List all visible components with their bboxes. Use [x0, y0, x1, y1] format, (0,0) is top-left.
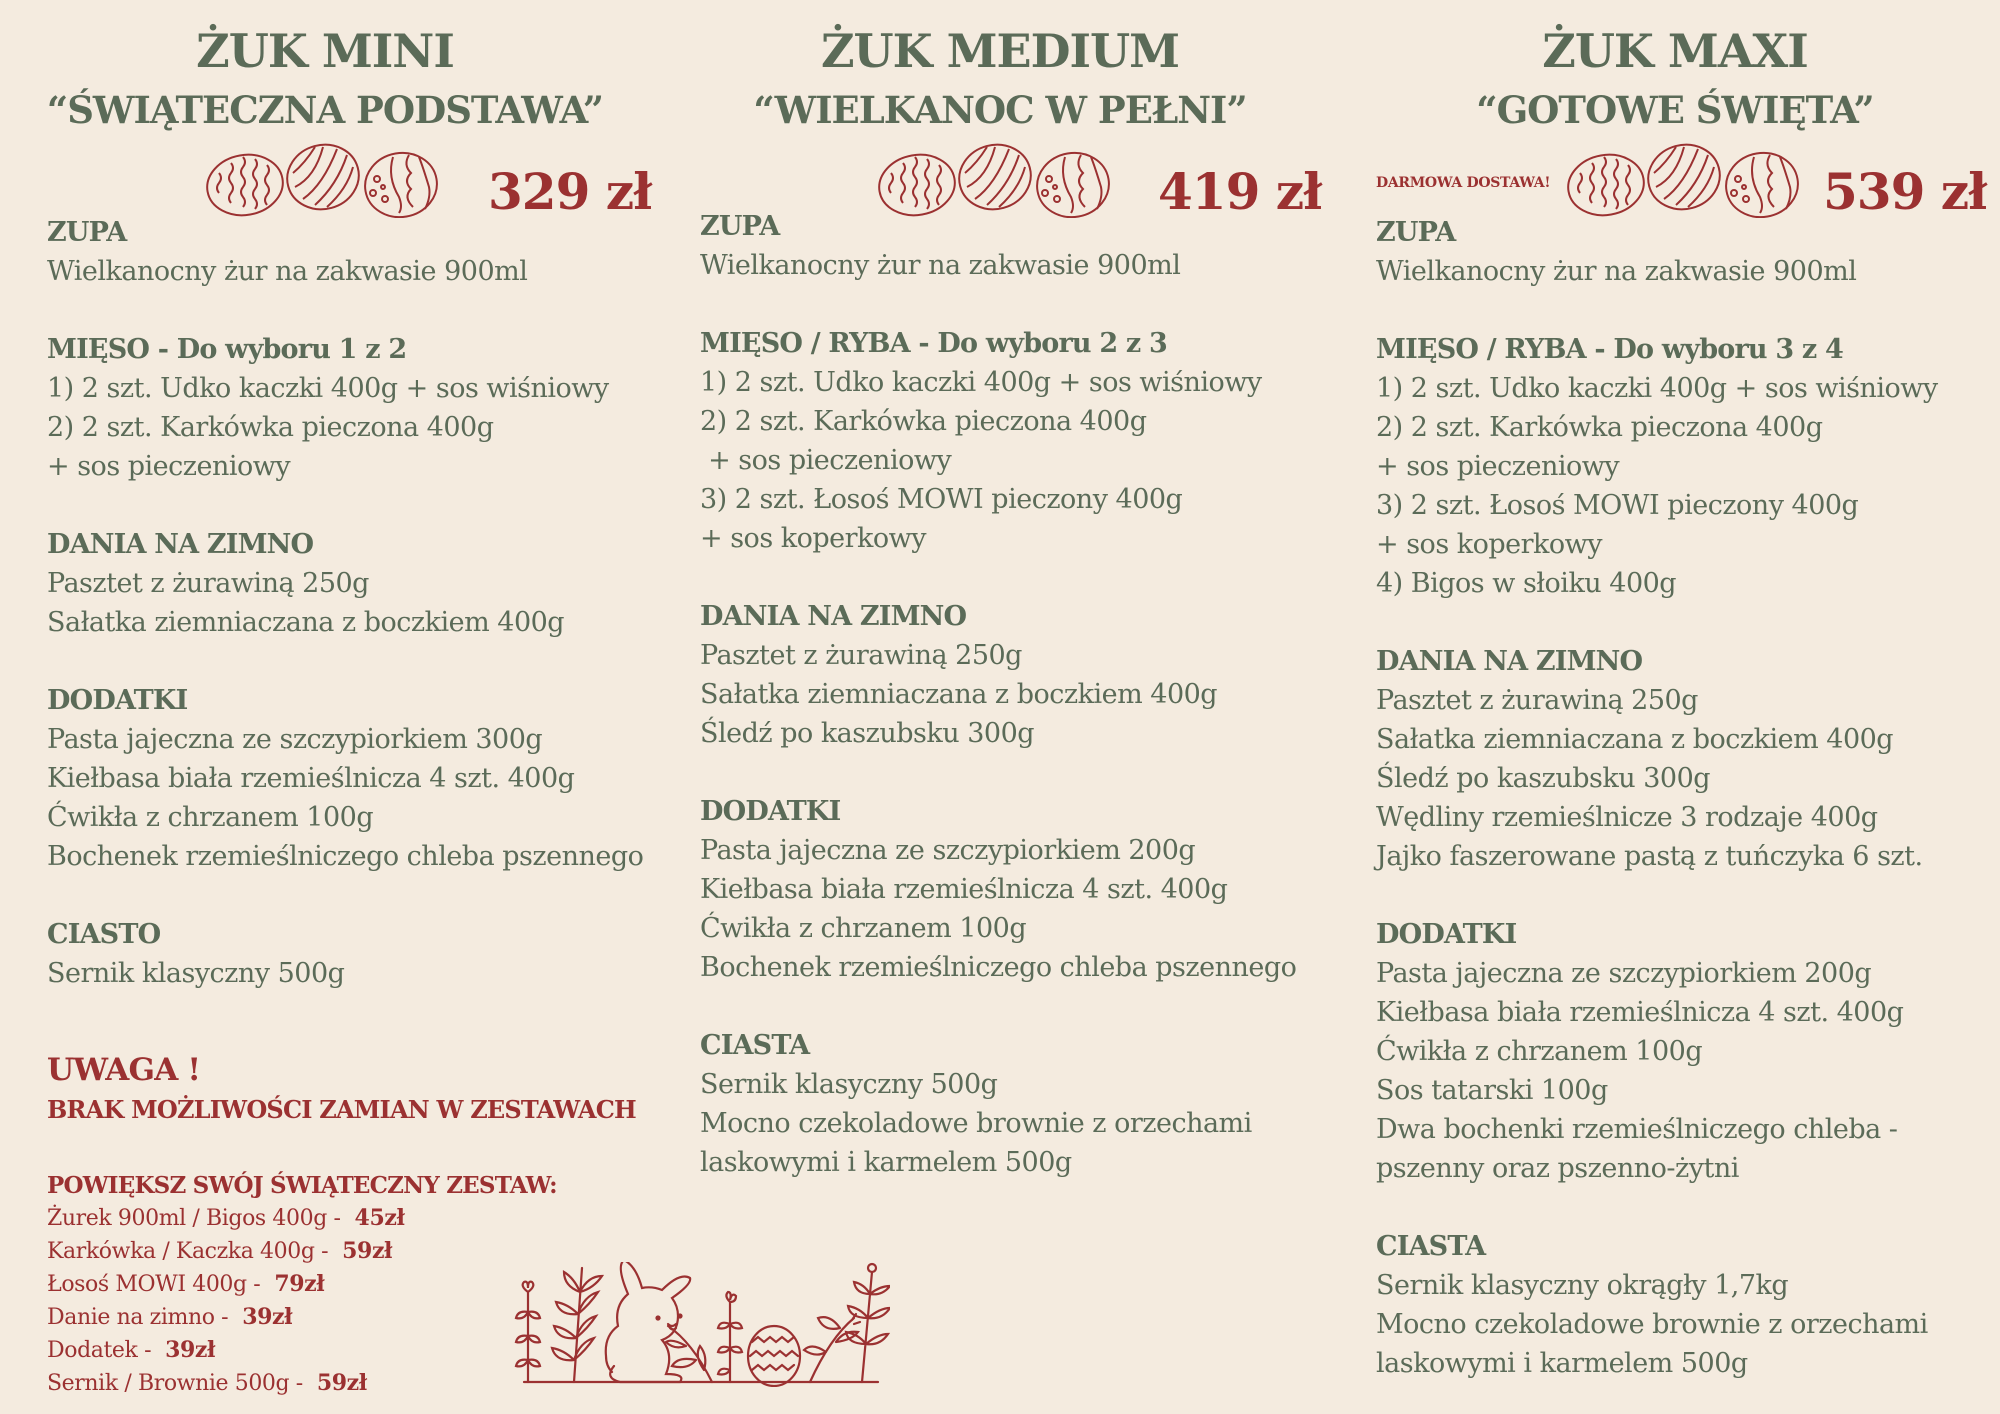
menu-section-cold-dishes [1376, 642, 1938, 876]
menu-item: 2) 2 szt. Karkówka pieczona 400g [47, 412, 494, 443]
menu-list [47, 213, 643, 993]
section-heading: ZUPA [1376, 217, 1456, 248]
menu-item: Sałatka ziemniaczana z boczkiem 400g [47, 607, 565, 638]
menu-item: Bochenek rzemieślniczego chleba pszennego [47, 841, 644, 872]
menu-section-cakes [1376, 1227, 1938, 1383]
menu-item: 1) 2 szt. Udko kaczki 400g + sos wiśniowy [47, 373, 609, 404]
menu-item: + sos pieczeniowy [47, 451, 291, 482]
section-heading: DANIA NA ZIMNO [1376, 646, 1643, 677]
menu-section-cold-dishes [47, 525, 643, 642]
section-heading: ZUPA [47, 217, 127, 248]
menu-item: 3) 2 szt. Łosoś MOWI pieczony 400g [1376, 490, 1859, 521]
menu-item: Pasztet z żurawiną 250g [700, 640, 1022, 671]
menu-item: Sernik klasyczny okrągły 1,7kg [1376, 1270, 1789, 1301]
menu-item: Dwa bochenki rzemieślniczego chleba - [1376, 1114, 1898, 1145]
menu-section-soup [700, 207, 1296, 285]
menu-item: Sałatka ziemniaczana z boczkiem 400g [700, 679, 1218, 710]
menu-item: Kiełbasa biała rzemieślnicza 4 szt. 400g [700, 874, 1228, 905]
free-delivery-badge: DARMOWA DOSTAWA! [1376, 175, 1551, 191]
menu-item: Pasta jajeczna ze szczypiorkiem 200g [700, 835, 1196, 866]
easter-eggs-icon [1566, 143, 1816, 218]
notice-text: BRAK MOŻLIWOŚCI ZAMIAN W ZESTAWACH [47, 1095, 636, 1124]
notice-title: UWAGA ! [47, 1052, 201, 1088]
menu-item: Ćwikła z chrzanem 100g [47, 802, 374, 833]
package-name: ŻUK MINI [196, 24, 454, 78]
menu-item: Sernik klasyczny 500g [700, 1069, 998, 1100]
menu-item: + sos pieczeniowy [1376, 451, 1620, 482]
addon-item [47, 1202, 636, 1235]
menu-item: + sos pieczeniowy [700, 445, 952, 476]
section-heading: DANIA NA ZIMNO [700, 601, 967, 632]
menu-item: Sos tatarski 100g [1376, 1075, 1608, 1106]
menu-item: 1) 2 szt. Udko kaczki 400g + sos wiśniowy [1376, 373, 1938, 404]
section-heading: DODATKI [700, 796, 841, 827]
menu-item: Kiełbasa biała rzemieślnicza 4 szt. 400g [1376, 997, 1904, 1028]
menu-section-soup [1376, 213, 1938, 291]
package-subtitle: “GOTOWE ŚWIĘTA” [1476, 88, 1874, 132]
section-heading: DODATKI [47, 685, 188, 716]
menu-section-cold-dishes [700, 597, 1296, 753]
menu-item: Mocno czekoladowe brownie z orzechami [1376, 1309, 1928, 1340]
section-heading: CIASTO [47, 919, 161, 950]
menu-section-meat [47, 330, 643, 486]
menu-section-meat-fish [1376, 330, 1938, 603]
menu-section-meat-fish [700, 324, 1296, 558]
menu-section-sides [700, 792, 1296, 987]
package-price: 419 zł [1158, 162, 1322, 221]
menu-section-sides [47, 681, 643, 876]
easter-bunny-garden-icon [510, 1262, 890, 1387]
menu-list [1376, 213, 1938, 1383]
easter-eggs-icon [205, 143, 455, 218]
menu-item: Śledź po kaszubsku 300g [1376, 763, 1711, 794]
menu-item: Kiełbasa biała rzemieślnicza 4 szt. 400g [47, 763, 575, 794]
addon-price: 59zł [342, 1238, 393, 1264]
menu-item: Śledź po kaszubsku 300g [700, 718, 1035, 749]
menu-item: Bochenek rzemieślniczego chleba pszennego [700, 952, 1297, 983]
section-heading: CIASTA [700, 1030, 810, 1061]
addon-label: Żurek 900ml / Bigos 400g - [47, 1206, 341, 1231]
menu-item: Pasta jajeczna ze szczypiorkiem 300g [47, 724, 543, 755]
addon-label: Karkówka / Kaczka 400g - [47, 1239, 329, 1264]
menu-item: 4) Bigos w słoiku 400g [1376, 568, 1677, 599]
addon-label: Łosoś MOWI 400g - [47, 1272, 261, 1297]
package-subtitle: “ŚWIĄTECZNA PODSTAWA” [46, 88, 604, 132]
menu-item: Jajko faszerowane pastą z tuńczyka 6 szt. [1376, 841, 1923, 872]
menu-item: 2) 2 szt. Karkówka pieczona 400g [700, 406, 1147, 437]
addon-label: Dodatek - [47, 1338, 152, 1363]
menu-list [700, 207, 1296, 1182]
section-heading: MIĘSO - Do wyboru 1 z 2 [47, 334, 407, 365]
addon-price: 45zł [354, 1205, 405, 1231]
upsell-heading: POWIĘKSZ SWÓJ ŚWIĄTECZNY ZESTAW: [47, 1172, 557, 1199]
menu-item: 3) 2 szt. Łosoś MOWI pieczony 400g [700, 484, 1183, 515]
addon-price: 39zł [242, 1304, 293, 1330]
section-heading: MIĘSO / RYBA - Do wyboru 2 z 3 [700, 328, 1168, 359]
addon-price: 59zł [316, 1370, 367, 1396]
menu-item: Sernik klasyczny 500g [47, 958, 345, 989]
menu-item: Ćwikła z chrzanem 100g [700, 913, 1027, 944]
menu-section-cakes [700, 1026, 1296, 1182]
menu-item: Wielkanocny żur na zakwasie 900ml [700, 250, 1181, 281]
menu-item: + sos koperkowy [700, 523, 927, 554]
menu-item: 1) 2 szt. Udko kaczki 400g + sos wiśniowy [700, 367, 1262, 398]
addon-label: Sernik / Brownie 500g - [47, 1371, 303, 1396]
menu-item: Pasztet z żurawiną 250g [47, 568, 369, 599]
section-heading: DANIA NA ZIMNO [47, 529, 314, 560]
menu-item: Wielkanocny żur na zakwasie 900ml [1376, 256, 1857, 287]
menu-item: Pasztet z żurawiną 250g [1376, 685, 1698, 716]
menu-item: pszenny oraz pszenno-żytni [1376, 1153, 1739, 1184]
section-heading: MIĘSO / RYBA - Do wyboru 3 z 4 [1376, 334, 1844, 365]
package-price: 329 zł [488, 162, 652, 221]
package-subtitle: “WIELKANOC W PEŁNI” [753, 88, 1247, 132]
package-name: ŻUK MAXI [1542, 24, 1808, 78]
menu-item: 2) 2 szt. Karkówka pieczona 400g [1376, 412, 1823, 443]
menu-item: Ćwikła z chrzanem 100g [1376, 1036, 1703, 1067]
section-heading: CIASTA [1376, 1231, 1486, 1262]
menu-item: Pasta jajeczna ze szczypiorkiem 200g [1376, 958, 1872, 989]
menu-section-cake [47, 915, 643, 993]
menu-item: laskowymi i karmelem 500g [1376, 1348, 1748, 1379]
menu-item: Mocno czekoladowe brownie z orzechami [700, 1108, 1252, 1139]
menu-item: Sałatka ziemniaczana z boczkiem 400g [1376, 724, 1894, 755]
menu-item: Wielkanocny żur na zakwasie 900ml [47, 256, 528, 287]
menu-section-sides [1376, 915, 1938, 1188]
addon-label: Danie na zimno - [47, 1305, 229, 1330]
menu-item: Wędliny rzemieślnicze 3 rodzaje 400g [1376, 802, 1878, 833]
menu-section-soup [47, 213, 643, 291]
section-heading: DODATKI [1376, 919, 1517, 950]
addon-price: 79zł [274, 1271, 325, 1297]
menu-item: + sos koperkowy [1376, 529, 1603, 560]
section-heading: ZUPA [700, 211, 780, 242]
addon-price: 39zł [165, 1337, 216, 1363]
package-name: ŻUK MEDIUM [820, 24, 1180, 78]
menu-item: laskowymi i karmelem 500g [700, 1147, 1072, 1178]
package-price: 539 zł [1823, 162, 1987, 221]
